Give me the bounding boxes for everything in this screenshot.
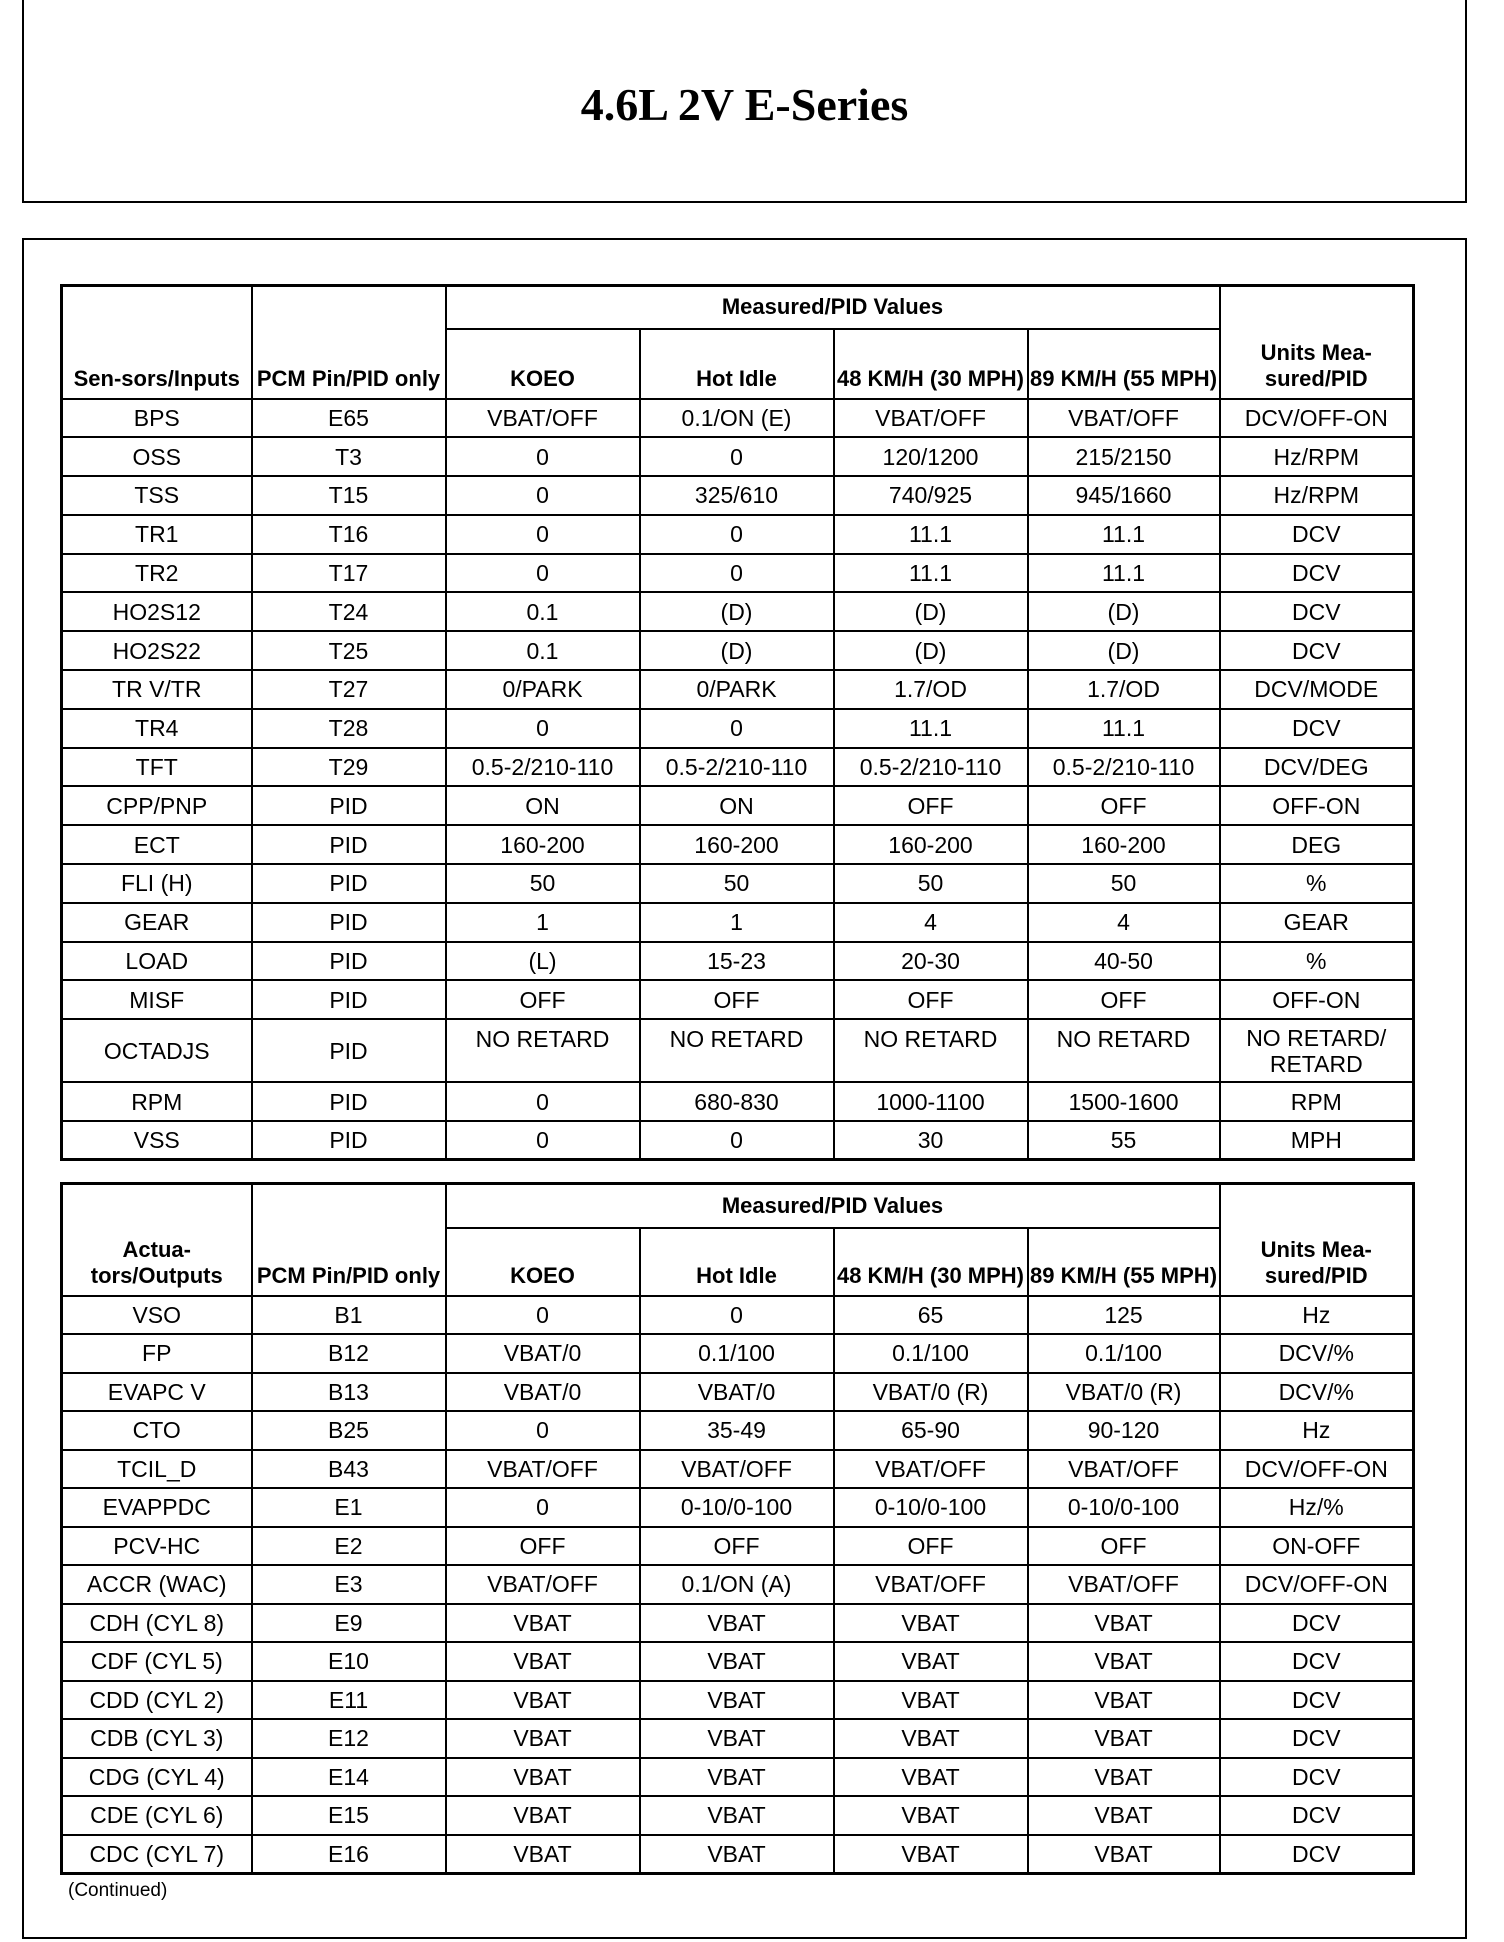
pin-cell: B1: [252, 1296, 446, 1335]
48kmh-cell: VBAT/OFF: [834, 1565, 1028, 1604]
signal-cell: VSS: [62, 1121, 252, 1160]
hot-idle-cell: VBAT: [640, 1835, 834, 1874]
header-hot-idle: Hot Idle: [640, 329, 834, 399]
units-cell: %: [1220, 942, 1414, 981]
89kmh-cell: VBAT: [1028, 1604, 1220, 1643]
hot-idle-cell: (D): [640, 631, 834, 670]
48kmh-cell: 0-10/0-100: [834, 1488, 1028, 1527]
89kmh-cell: VBAT/OFF: [1028, 1450, 1220, 1489]
koeo-cell: OFF: [446, 980, 640, 1019]
table-row: [62, 1527, 1414, 1566]
signal-cell: TR4: [62, 709, 252, 748]
hot-idle-cell: 0-10/0-100: [640, 1488, 834, 1527]
koeo-cell: VBAT/OFF: [446, 399, 640, 438]
header-koeo: KOEO: [446, 1228, 640, 1296]
koeo-cell: (L): [446, 942, 640, 981]
signal-cell: CDE (CYL 6): [62, 1796, 252, 1835]
pin-cell: E11: [252, 1681, 446, 1720]
table-row: [62, 825, 1414, 864]
signal-cell: EVAPPDC: [62, 1488, 252, 1527]
pin-cell: E2: [252, 1527, 446, 1566]
pin-cell: E9: [252, 1604, 446, 1643]
header-48kmh: 48 KM/H (30 MPH): [834, 329, 1028, 399]
hot-idle-cell: 0: [640, 1296, 834, 1335]
pin-cell: PID: [252, 980, 446, 1019]
hot-idle-cell: NO RETARD: [640, 1019, 834, 1082]
48kmh-cell: 1000-1100: [834, 1082, 1028, 1121]
hot-idle-cell: 35-49: [640, 1411, 834, 1450]
koeo-cell: 1: [446, 903, 640, 942]
koeo-cell: ON: [446, 786, 640, 825]
koeo-cell: 0: [446, 1121, 640, 1160]
signal-cell: TR2: [62, 554, 252, 593]
units-cell: GEAR: [1220, 903, 1414, 942]
table-row: [62, 1835, 1414, 1874]
hot-idle-cell: VBAT: [640, 1719, 834, 1758]
hot-idle-cell: 15-23: [640, 942, 834, 981]
hot-idle-cell: 325/610: [640, 476, 834, 515]
48kmh-cell: (D): [834, 631, 1028, 670]
pin-cell: T29: [252, 748, 446, 787]
units-cell: DCV: [1220, 1796, 1414, 1835]
header-pcm-pin: PCM Pin/PID only: [252, 1184, 446, 1296]
hot-idle-cell: 0.5-2/210-110: [640, 748, 834, 787]
actuators-table: [60, 1182, 1415, 1875]
koeo-cell: 0.1: [446, 592, 640, 631]
hot-idle-cell: VBAT: [640, 1681, 834, 1720]
units-cell: Hz/RPM: [1220, 437, 1414, 476]
48kmh-cell: VBAT/OFF: [834, 399, 1028, 438]
pin-cell: T16: [252, 515, 446, 554]
hot-idle-cell: 50: [640, 864, 834, 903]
signal-cell: PCV-HC: [62, 1527, 252, 1566]
units-cell: DCV: [1220, 1642, 1414, 1681]
pin-cell: E1: [252, 1488, 446, 1527]
89kmh-cell: 90-120: [1028, 1411, 1220, 1450]
units-cell: OFF-ON: [1220, 786, 1414, 825]
signal-cell: TR1: [62, 515, 252, 554]
pin-cell: PID: [252, 903, 446, 942]
koeo-cell: VBAT/OFF: [446, 1565, 640, 1604]
signal-cell: ECT: [62, 825, 252, 864]
hot-idle-cell: 0.1/ON (A): [640, 1565, 834, 1604]
pin-cell: T24: [252, 592, 446, 631]
table-row: [62, 437, 1414, 476]
89kmh-cell: 11.1: [1028, 515, 1220, 554]
pin-cell: T28: [252, 709, 446, 748]
table-row: [62, 1373, 1414, 1412]
header-48kmh: 48 KM/H (30 MPH): [834, 1228, 1028, 1296]
89kmh-cell: VBAT: [1028, 1796, 1220, 1835]
header-hot-idle: Hot Idle: [640, 1228, 834, 1296]
units-cell: NO RETARD/ RETARD: [1220, 1019, 1414, 1082]
pin-cell: B12: [252, 1334, 446, 1373]
units-cell: DEG: [1220, 825, 1414, 864]
48kmh-cell: 65-90: [834, 1411, 1028, 1450]
koeo-cell: 50: [446, 864, 640, 903]
signal-cell: CTO: [62, 1411, 252, 1450]
pin-cell: PID: [252, 942, 446, 981]
signal-cell: FLI (H): [62, 864, 252, 903]
table-row: [62, 748, 1414, 787]
pin-cell: PID: [252, 864, 446, 903]
hot-idle-cell: VBAT: [640, 1796, 834, 1835]
hot-idle-cell: 0: [640, 709, 834, 748]
signal-cell: HO2S12: [62, 592, 252, 631]
hot-idle-cell: OFF: [640, 980, 834, 1019]
units-cell: Hz/%: [1220, 1488, 1414, 1527]
koeo-cell: VBAT: [446, 1758, 640, 1797]
koeo-cell: VBAT: [446, 1604, 640, 1643]
signal-cell: HO2S22: [62, 631, 252, 670]
table-row: [62, 1796, 1414, 1835]
header-measured: Measured/PID Values: [446, 1184, 1220, 1228]
hot-idle-cell: 1: [640, 903, 834, 942]
48kmh-cell: 50: [834, 864, 1028, 903]
table-row: [62, 592, 1414, 631]
pin-cell: T25: [252, 631, 446, 670]
koeo-cell: 0: [446, 1082, 640, 1121]
48kmh-cell: VBAT: [834, 1796, 1028, 1835]
hot-idle-cell: 0: [640, 437, 834, 476]
continued-note: (Continued): [68, 1880, 168, 1901]
48kmh-cell: 4: [834, 903, 1028, 942]
48kmh-cell: NO RETARD: [834, 1019, 1028, 1082]
48kmh-cell: VBAT: [834, 1681, 1028, 1720]
table-row: [62, 980, 1414, 1019]
units-cell: DCV: [1220, 515, 1414, 554]
89kmh-cell: (D): [1028, 592, 1220, 631]
table-row: [62, 1334, 1414, 1373]
48kmh-cell: 0.5-2/210-110: [834, 748, 1028, 787]
table-row: [62, 515, 1414, 554]
units-cell: ON-OFF: [1220, 1527, 1414, 1566]
signal-cell: CDH (CYL 8): [62, 1604, 252, 1643]
pin-cell: E12: [252, 1719, 446, 1758]
units-cell: DCV: [1220, 592, 1414, 631]
signal-cell: CDF (CYL 5): [62, 1642, 252, 1681]
table-row: [62, 1758, 1414, 1797]
table-row: [62, 1681, 1414, 1720]
48kmh-cell: OFF: [834, 1527, 1028, 1566]
koeo-cell: 0: [446, 476, 640, 515]
signal-cell: OCTADJS: [62, 1019, 252, 1082]
48kmh-cell: VBAT: [834, 1758, 1028, 1797]
koeo-cell: 0: [446, 515, 640, 554]
table-row: [62, 399, 1414, 438]
89kmh-cell: (D): [1028, 631, 1220, 670]
pin-cell: T15: [252, 476, 446, 515]
units-cell: DCV: [1220, 1719, 1414, 1758]
table-row: [62, 942, 1414, 981]
48kmh-cell: 30: [834, 1121, 1028, 1160]
89kmh-cell: VBAT: [1028, 1642, 1220, 1681]
48kmh-cell: 160-200: [834, 825, 1028, 864]
koeo-cell: 0: [446, 709, 640, 748]
pin-cell: T3: [252, 437, 446, 476]
table-row: [62, 1450, 1414, 1489]
table-row: [62, 709, 1414, 748]
table-row: [62, 1642, 1414, 1681]
table-row: [62, 1411, 1414, 1450]
hot-idle-cell: VBAT: [640, 1604, 834, 1643]
units-cell: DCV: [1220, 1758, 1414, 1797]
89kmh-cell: VBAT/0 (R): [1028, 1373, 1220, 1412]
header-measured: Measured/PID Values: [446, 286, 1220, 329]
table-row: [62, 1296, 1414, 1335]
89kmh-cell: 1.7/OD: [1028, 670, 1220, 709]
koeo-cell: OFF: [446, 1527, 640, 1566]
units-cell: Hz/RPM: [1220, 476, 1414, 515]
pin-cell: PID: [252, 1082, 446, 1121]
hot-idle-cell: VBAT/0: [640, 1373, 834, 1412]
89kmh-cell: 55: [1028, 1121, 1220, 1160]
48kmh-cell: 65: [834, 1296, 1028, 1335]
units-cell: DCV/OFF-ON: [1220, 399, 1414, 438]
header-sensors-inputs: Sen-sors/Inputs: [62, 286, 252, 399]
table-row: [62, 1604, 1414, 1643]
hot-idle-cell: (D): [640, 592, 834, 631]
table-row: [62, 1565, 1414, 1604]
pin-cell: E65: [252, 399, 446, 438]
signal-cell: ACCR (WAC): [62, 1565, 252, 1604]
koeo-cell: VBAT: [446, 1835, 640, 1874]
koeo-cell: 0: [446, 1488, 640, 1527]
koeo-cell: VBAT: [446, 1796, 640, 1835]
89kmh-cell: 0.1/100: [1028, 1334, 1220, 1373]
hot-idle-cell: 160-200: [640, 825, 834, 864]
signal-cell: EVAPC V: [62, 1373, 252, 1412]
koeo-cell: VBAT: [446, 1642, 640, 1681]
hot-idle-cell: 0/PARK: [640, 670, 834, 709]
table-row: [62, 476, 1414, 515]
89kmh-cell: 50: [1028, 864, 1220, 903]
table-row: [62, 1488, 1414, 1527]
signal-cell: TR V/TR: [62, 670, 252, 709]
table-row: [62, 1719, 1414, 1758]
units-cell: Hz: [1220, 1296, 1414, 1335]
hot-idle-cell: 0: [640, 515, 834, 554]
units-cell: RPM: [1220, 1082, 1414, 1121]
89kmh-cell: VBAT: [1028, 1758, 1220, 1797]
48kmh-cell: VBAT/0 (R): [834, 1373, 1028, 1412]
48kmh-cell: 20-30: [834, 942, 1028, 981]
48kmh-cell: VBAT/OFF: [834, 1450, 1028, 1489]
48kmh-cell: VBAT: [834, 1835, 1028, 1874]
koeo-cell: 0: [446, 1411, 640, 1450]
pin-cell: PID: [252, 1121, 446, 1160]
units-cell: DCV/DEG: [1220, 748, 1414, 787]
koeo-cell: 0/PARK: [446, 670, 640, 709]
48kmh-cell: 11.1: [834, 515, 1028, 554]
koeo-cell: VBAT/OFF: [446, 1450, 640, 1489]
table-row: [62, 670, 1414, 709]
koeo-cell: VBAT: [446, 1719, 640, 1758]
pin-cell: T27: [252, 670, 446, 709]
table-row: [62, 903, 1414, 942]
89kmh-cell: 0-10/0-100: [1028, 1488, 1220, 1527]
signal-cell: TCIL_D: [62, 1450, 252, 1489]
koeo-cell: 0: [446, 437, 640, 476]
signal-cell: GEAR: [62, 903, 252, 942]
89kmh-cell: 0.5-2/210-110: [1028, 748, 1220, 787]
units-cell: MPH: [1220, 1121, 1414, 1160]
koeo-cell: 0: [446, 554, 640, 593]
48kmh-cell: 1.7/OD: [834, 670, 1028, 709]
units-cell: DCV: [1220, 554, 1414, 593]
units-cell: Hz: [1220, 1411, 1414, 1450]
89kmh-cell: OFF: [1028, 980, 1220, 1019]
pin-cell: E16: [252, 1835, 446, 1874]
koeo-cell: 160-200: [446, 825, 640, 864]
koeo-cell: VBAT/0: [446, 1334, 640, 1373]
48kmh-cell: OFF: [834, 980, 1028, 1019]
48kmh-cell: (D): [834, 592, 1028, 631]
89kmh-cell: OFF: [1028, 1527, 1220, 1566]
units-cell: DCV/OFF-ON: [1220, 1450, 1414, 1489]
koeo-cell: NO RETARD: [446, 1019, 640, 1082]
hot-idle-cell: 0.1/ON (E): [640, 399, 834, 438]
48kmh-cell: VBAT: [834, 1719, 1028, 1758]
89kmh-cell: OFF: [1028, 786, 1220, 825]
sensors-table: [60, 284, 1415, 1161]
title-box: [22, 0, 1467, 203]
89kmh-cell: 11.1: [1028, 554, 1220, 593]
koeo-cell: 0.5-2/210-110: [446, 748, 640, 787]
pin-cell: E15: [252, 1796, 446, 1835]
pin-cell: B13: [252, 1373, 446, 1412]
48kmh-cell: 120/1200: [834, 437, 1028, 476]
table-row: [62, 554, 1414, 593]
units-cell: DCV: [1220, 709, 1414, 748]
units-cell: DCV: [1220, 1681, 1414, 1720]
48kmh-cell: 0.1/100: [834, 1334, 1028, 1373]
48kmh-cell: 740/925: [834, 476, 1028, 515]
89kmh-cell: 215/2150: [1028, 437, 1220, 476]
signal-cell: CPP/PNP: [62, 786, 252, 825]
signal-cell: VSO: [62, 1296, 252, 1335]
header-89kmh: 89 KM/H (55 MPH): [1028, 329, 1220, 399]
table-row: [62, 786, 1414, 825]
koeo-cell: 0.1: [446, 631, 640, 670]
hot-idle-cell: 0: [640, 1121, 834, 1160]
units-cell: %: [1220, 864, 1414, 903]
page-title: 4.6L 2V E-Series: [580, 79, 909, 130]
pin-cell: T17: [252, 554, 446, 593]
header-actuators-outputs: Actua-tors/Outputs: [62, 1184, 252, 1296]
89kmh-cell: NO RETARD: [1028, 1019, 1220, 1082]
table-row: [62, 1082, 1414, 1121]
pin-cell: B25: [252, 1411, 446, 1450]
89kmh-cell: 160-200: [1028, 825, 1220, 864]
table-row: [62, 864, 1414, 903]
48kmh-cell: 11.1: [834, 709, 1028, 748]
89kmh-cell: VBAT: [1028, 1835, 1220, 1874]
48kmh-cell: VBAT: [834, 1642, 1028, 1681]
signal-cell: BPS: [62, 399, 252, 438]
units-cell: DCV/%: [1220, 1334, 1414, 1373]
units-cell: DCV/MODE: [1220, 670, 1414, 709]
units-cell: DCV: [1220, 631, 1414, 670]
89kmh-cell: VBAT: [1028, 1681, 1220, 1720]
koeo-cell: VBAT/0: [446, 1373, 640, 1412]
table-row: [62, 631, 1414, 670]
signal-cell: CDC (CYL 7): [62, 1835, 252, 1874]
48kmh-cell: VBAT: [834, 1604, 1028, 1643]
signal-cell: MISF: [62, 980, 252, 1019]
header-pcm-pin: PCM Pin/PID only: [252, 286, 446, 399]
signal-cell: CDG (CYL 4): [62, 1758, 252, 1797]
pin-cell: PID: [252, 786, 446, 825]
units-cell: DCV: [1220, 1835, 1414, 1874]
header-89kmh: 89 KM/H (55 MPH): [1028, 1228, 1220, 1296]
89kmh-cell: 945/1660: [1028, 476, 1220, 515]
units-cell: DCV/%: [1220, 1373, 1414, 1412]
pin-cell: PID: [252, 1019, 446, 1082]
pin-cell: PID: [252, 825, 446, 864]
hot-idle-cell: 0.1/100: [640, 1334, 834, 1373]
units-cell: DCV: [1220, 1604, 1414, 1643]
89kmh-cell: 125: [1028, 1296, 1220, 1335]
signal-cell: RPM: [62, 1082, 252, 1121]
hot-idle-cell: 0: [640, 554, 834, 593]
48kmh-cell: 11.1: [834, 554, 1028, 593]
48kmh-cell: OFF: [834, 786, 1028, 825]
89kmh-cell: 11.1: [1028, 709, 1220, 748]
89kmh-cell: 1500-1600: [1028, 1082, 1220, 1121]
hot-idle-cell: VBAT: [640, 1642, 834, 1681]
hot-idle-cell: 680-830: [640, 1082, 834, 1121]
actuators-body: [62, 1296, 1414, 1874]
pin-cell: E10: [252, 1642, 446, 1681]
89kmh-cell: VBAT/OFF: [1028, 1565, 1220, 1604]
header-units: Units Mea-sured/PID: [1220, 286, 1414, 399]
hot-idle-cell: VBAT/OFF: [640, 1450, 834, 1489]
pin-cell: E3: [252, 1565, 446, 1604]
units-cell: OFF-ON: [1220, 980, 1414, 1019]
hot-idle-cell: OFF: [640, 1527, 834, 1566]
signal-cell: OSS: [62, 437, 252, 476]
pin-cell: E14: [252, 1758, 446, 1797]
sensors-body: [62, 399, 1414, 1160]
hot-idle-cell: VBAT: [640, 1758, 834, 1797]
89kmh-cell: 40-50: [1028, 942, 1220, 981]
header-koeo: KOEO: [446, 329, 640, 399]
89kmh-cell: VBAT/OFF: [1028, 399, 1220, 438]
signal-cell: TFT: [62, 748, 252, 787]
89kmh-cell: 4: [1028, 903, 1220, 942]
signal-cell: LOAD: [62, 942, 252, 981]
koeo-cell: VBAT: [446, 1681, 640, 1720]
signal-cell: CDD (CYL 2): [62, 1681, 252, 1720]
table-row: [62, 1121, 1414, 1160]
signal-cell: CDB (CYL 3): [62, 1719, 252, 1758]
signal-cell: FP: [62, 1334, 252, 1373]
hot-idle-cell: ON: [640, 786, 834, 825]
koeo-cell: 0: [446, 1296, 640, 1335]
table-row: [62, 1019, 1414, 1082]
pin-cell: B43: [252, 1450, 446, 1489]
89kmh-cell: VBAT: [1028, 1719, 1220, 1758]
units-cell: DCV/OFF-ON: [1220, 1565, 1414, 1604]
header-units: Units Mea-sured/PID: [1220, 1184, 1414, 1296]
signal-cell: TSS: [62, 476, 252, 515]
